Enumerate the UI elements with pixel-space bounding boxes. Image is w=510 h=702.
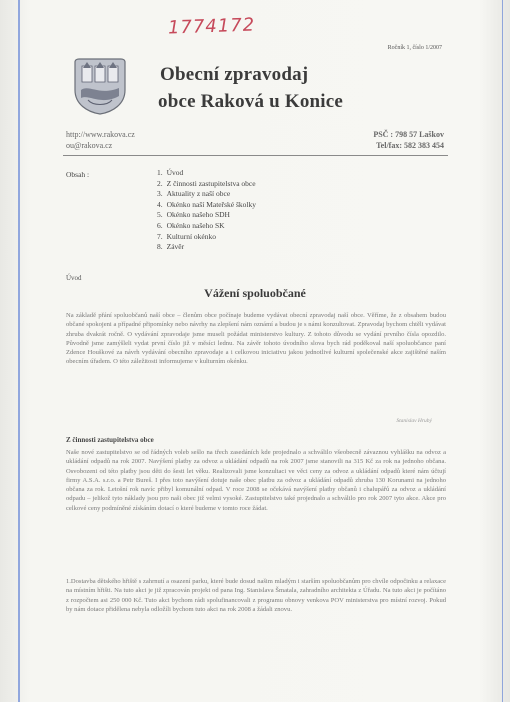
email-link[interactable]: ou@rakova.cz [66,141,113,150]
masthead-subtitle: obce Raková u Konice [158,91,344,112]
toc-label: Obsah : [66,170,90,179]
toc-item: 3. Aktuality z naší obce [157,189,231,199]
tel-fax: Tel/fax: 582 383 454 [376,141,444,150]
header-divider [63,155,448,156]
contact-left [66,129,135,151]
toc-item: 2. Z činnosti zastupitelstva obce [157,178,256,188]
signature: Stanislav Hrubý [396,418,432,424]
council-paragraph-2: 1.Dostavba dětského hřiště s zahrnutí a osazení parku, které bude dosud našim mladým i starším spoluobčanům pro chvíle odpočinku a relaxace na místním hřišti. Na tuto akci je již zpracován projekt od pana Ing. Stanislava Šmatala, zahradního architekta z Úřadu. Na tuto akci je počítáno z rozpočtem asi 250 000 Kč. Tuto akci bychom rádi spolufinancovali z programu obnovy venkova POV ministerstva pro místní rozvoj. Pokud by nám dotace přidělena nebyla odložíli bychom tuto akci na rok 2008 a žádali znovu. [66,578,446,613]
coat-of-arms-icon [71,56,129,116]
toc-item: 4. Okénko naší Mateřské školky [157,199,256,209]
section-heading-zastupitelstvo: Z činnosti zastupitelstva obce [66,436,154,444]
table-of-contents [157,168,256,253]
masthead-title: Obecní zpravodaj [160,64,309,85]
contact-right [373,129,444,151]
intro-paragraph: Na základě přání spoluobčanů naší obce – členům obce počínaje budeme vydávat obecní zpravodaj naší obce. Věříme, že z obsahem budou občané spokojeni a případné připomínky nebo návrhy na zlepšení nám oznámí a budou je s námi konzultovat. Zpravodaj bychom chtěli vydávat zhruba dvakrát ročně. O vydávání zpravodaje jsme museli požádat ministerstvo kultury. Z tohoto důvodu se vydání prvního čísla opozdilo. Původně jsme zamýšleli vydat první číslo již v měsíci lednu. Na závěr tohoto úvodního slova bych rád poděkoval naší spoluobčance paní Zdence Houškové za návrh vydávání obecního zpravodaje a i celkovou iniciativu jakou jednotlivé kulturní společenské akce zajištěné naším obecním úřadem. O této záležitosti informujeme v kulturním okénku. [66,312,446,366]
council-paragraph: Naše nové zastupitelstvo se od řádných voleb sešlo na třech zasedáních kde projednalo a schválilo všeobecně závaznou vyhlášku na odvoz a ukládání odpadů na rok 2007. Navýšení platby za odvoz a ukládání odpadů na rok 2007 jsme stanovili na 315 Kč za rok na jednoho občana. Osvobozeni od této platby jsou děti do šesti let věku. Realizovali jsme konzultaci ve věci ceny za odvoz a ukládání odpadů které nám účtují firmy A.S.A. s.r.o. a Petr Bureš. I přes toto navýšení dotuje naše obec platbu za odvoz a ukládání odpadů zhruba 130 Korunami na jednoho občana za rok. Letošní rok navíc přibyl komunální odpad. V roce 2008 se očekává navýšení platby občanů i chalupářů za odvoz a ukládání odpadu – jelikož tyto náklady jsou pro naši obec již velmi vysoké. Zastupitelstvo také projednalo a schválilo pro rok 2007 tyto akce. Akce pro celkové ceny podmíněné získáním dotací o které budeme v tomto roce žádat. [66,449,446,512]
scan-edge-stripe [18,0,20,702]
scan-edge-stripe-right [502,0,503,702]
toc-item: 1. Úvod [157,168,184,177]
issue-line: Ročník 1, číslo 1/2007 [387,45,442,51]
handwritten-number: 1774172 [167,14,256,39]
toc-item: 5. Okénko našeho SDH [157,210,230,220]
web-link[interactable]: http://www.rakova.cz [66,130,135,139]
greeting-heading: Vážení spoluobčané [204,286,306,300]
section-heading-uvod: Úvod [66,274,82,282]
toc-item: 6. Okénko našeho SK [157,220,225,230]
toc-item: 7. Kulturní okénko [157,231,216,241]
postal-code: PSČ : 798 57 Laškov [373,130,444,139]
toc-item: 8. Závěr [157,242,185,252]
